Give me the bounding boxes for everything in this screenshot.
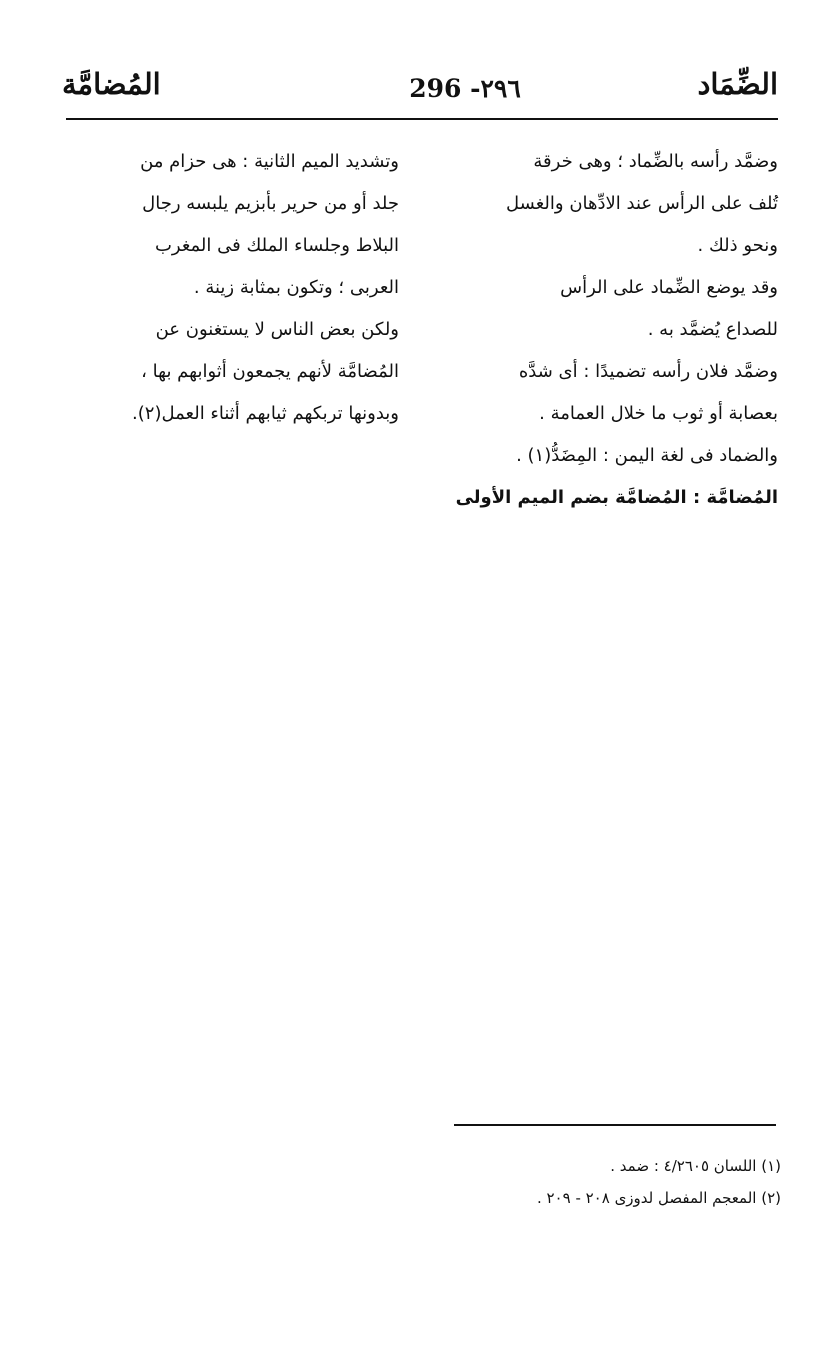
text-line: وتشديد الميم الثانية : هى حزام من bbox=[140, 151, 399, 172]
text-line: والضماد فى لغة اليمن : المِضَدُّ(١) . bbox=[516, 445, 778, 466]
text-line: وضمَّد فلان رأسه تضميدًا : أى شدَّه bbox=[518, 361, 778, 382]
text-line: ولكن بعض الناس لا يستغنون عن bbox=[155, 319, 399, 340]
text-line: وضمَّد رأسه بالضِّماد ؛ وهى خرقة bbox=[533, 151, 778, 172]
page-header bbox=[62, 68, 778, 110]
footnotes bbox=[451, 1150, 781, 1214]
text-line: للصداع يُضمَّد به . bbox=[647, 319, 778, 340]
header-left-title: المُضامَّة bbox=[62, 67, 161, 101]
text-line: جلد أو من حرير بأبزيم يلبسه رجال bbox=[142, 193, 399, 214]
text-line: العربى ؛ وتكون بمثابة زينة . bbox=[193, 277, 399, 298]
right-text-column bbox=[436, 141, 778, 519]
entry-heading-line: المُضامَّة : المُضامَّة بضم الميم الأولى bbox=[455, 487, 778, 508]
page-number: 296 -٢٩٦ bbox=[409, 74, 521, 103]
footnote-divider bbox=[454, 1124, 776, 1126]
text-line: بعصابة أو ثوب ما خلال العمامة . bbox=[539, 403, 778, 424]
text-line: البلاط وجلساء الملك فى المغرب bbox=[154, 235, 399, 256]
footnote-2: (٢) المعجم المفصل لدوزى ٢٠٨ - ٢٠٩ . bbox=[536, 1189, 781, 1207]
footnote-1: (١) اللسان ٤/٢٦٠٥ : ضمد . bbox=[610, 1157, 781, 1175]
text-line: وقد يوضع الضِّماد على الرأس bbox=[560, 277, 778, 298]
text-line: ونحو ذلك . bbox=[697, 235, 778, 256]
left-text-column bbox=[57, 141, 399, 435]
text-line: المُضامَّة لأنهم يجمعون أثوابهم بها ، bbox=[141, 361, 399, 382]
text-line: وبدونها تربكهم ثيابهم أثناء العمل(٢). bbox=[132, 403, 399, 424]
header-divider bbox=[66, 118, 778, 120]
header-right-title: الضِّمَاد bbox=[697, 67, 778, 101]
text-line: تُلف على الرأس عند الادِّهان والغسل bbox=[506, 193, 778, 214]
